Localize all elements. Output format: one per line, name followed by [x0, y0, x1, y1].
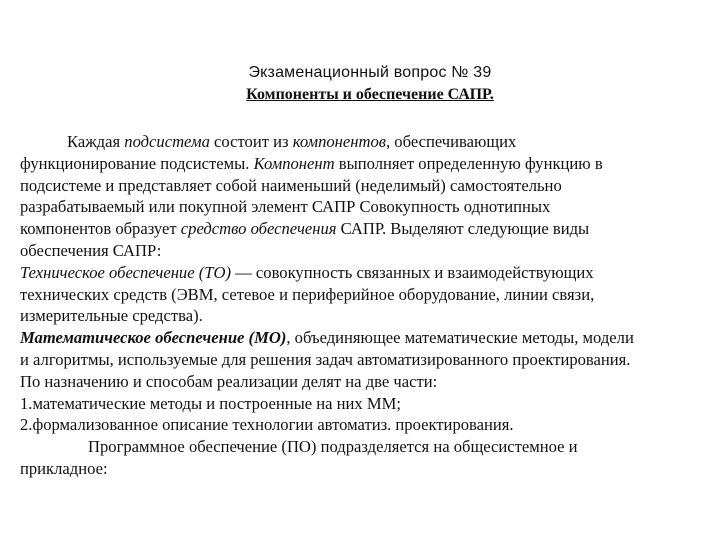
term-subsystem: подсистема [124, 132, 210, 151]
text-fragment: функционирование подсистемы. [20, 153, 254, 173]
text-fragment: — совокупность связанных и взаимодействующих [231, 262, 594, 282]
list-item: 2.формализованное описание технологии автоматиз. проектирования. [20, 415, 514, 435]
document-header [0, 62, 720, 106]
text-line: технических средств (ЭВМ, сетевое и периферийное оборудование, линии связи, [20, 284, 595, 304]
text-line: Программное обеспечение (ПО) подразделяется на общесистемное и [88, 437, 578, 457]
term-components: компонентов [292, 132, 386, 151]
text-line [20, 153, 708, 175]
exam-question-title: Экзаменационный вопрос № 39 [248, 64, 492, 81]
term-component: Компонент [253, 153, 335, 173]
text-line [20, 218, 708, 240]
text-line [20, 131, 708, 153]
text-line: прикладное: [20, 458, 108, 478]
text-line [20, 327, 708, 349]
text-line: измерительные средства). [20, 306, 203, 326]
text-line: разрабатываемый или покупной элемент САПР Совокупность однотипных [20, 197, 551, 217]
text-fragment: компонентов образует [20, 219, 181, 239]
list-item: 1.математические методы и построенные на них ММ; [20, 393, 401, 413]
text-fragment: САПР. Выделяют следующие виды [336, 219, 590, 239]
text-fragment: состоит из [209, 132, 293, 151]
document-body [20, 131, 708, 480]
text-fragment: выполняет определенную функцию в [334, 153, 603, 173]
text-line: подсистеме и представляет собой наименьший (неделимый) самостоятельно [20, 175, 562, 195]
term-math-support: Математическое обеспечение (МО) [20, 328, 287, 348]
term-technical-support: Техническое обеспечение (ТО) [20, 262, 232, 282]
term-means-of-support: средство обеспечения [180, 219, 337, 239]
text-fragment: , объединяющее математические методы, модели [286, 328, 634, 348]
exam-question-subtitle: Компоненты и обеспечение САПР. [246, 86, 494, 103]
text-line: и алгоритмы, используемые для решения задач автоматизированного проектирования. [20, 349, 631, 369]
text-line [20, 262, 708, 284]
text-fragment: Каждая [67, 132, 125, 151]
text-fragment: , обеспечивающих [386, 132, 517, 151]
text-line: обеспечения САПР: [20, 240, 162, 260]
text-line: По назначению и способам реализации делят на две части: [20, 371, 438, 391]
